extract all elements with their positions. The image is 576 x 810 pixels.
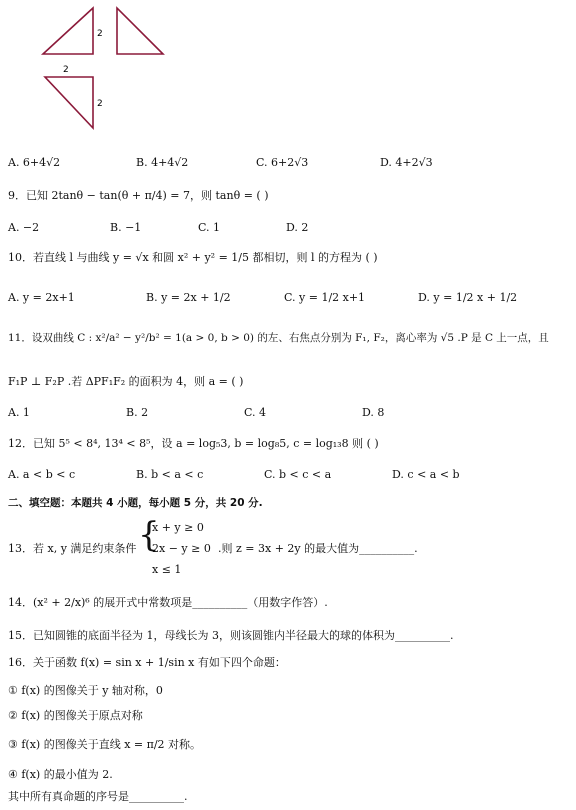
- q12-option-b[interactable]: B. b < a < c: [136, 468, 204, 481]
- q13-condition-3: x ≤ 1: [152, 563, 182, 576]
- q16-item-1: ① f(x) 的图像关于 y 轴对称，0: [8, 684, 163, 697]
- q11-option-d[interactable]: D. 8: [362, 406, 385, 419]
- three-view-figure-full: [35, 2, 175, 132]
- q13-prefix: 13．若 x, y 满足约束条件: [8, 542, 137, 555]
- q10-stem: 10．若直线 l 与曲线 y = √x 和圆 x² + y² = 1/5 都相切，则 l 的方程为 ( ): [8, 251, 378, 264]
- section-2-heading: 二、填空题：本题共 4 小题，每小题 5 分，共 20 分.: [8, 497, 263, 509]
- q11-option-c[interactable]: C. 4: [244, 406, 267, 419]
- q13-condition-2: 2x − y ≥ 0: [152, 542, 211, 555]
- q12-stem: 12．已知 5⁵ < 8⁴, 13⁴ < 8⁵，设 a = log₅3, b = log₈5, c = log₁₃8 则 ( ): [8, 437, 379, 450]
- q12-option-d[interactable]: D. c < a < b: [392, 468, 460, 481]
- q11-stem-line2: F₁P ⊥ F₂P .若 ΔPF₁F₂ 的面积为 4，则 a = ( ): [8, 375, 244, 388]
- q13-condition-1: x + y ≥ 0: [152, 521, 204, 534]
- q16-item-2: ② f(x) 的图像关于原点对称: [8, 709, 143, 722]
- q16-stem: 16．关于函数 f(x) = sin x + 1/sin x 有如下四个命题：: [8, 656, 286, 669]
- q8-option-a[interactable]: A. 6+4√2: [8, 156, 61, 169]
- q10-option-a[interactable]: A. y = 2x+1: [8, 291, 75, 304]
- q11-stem-line1: 11．设双曲线 C : x²/a² − y²/b² = 1(a > 0, b > 0) 的左、右焦点分别为 F₁, F₂，离心率为 √5 .P 是 C 上一点，且: [8, 332, 549, 344]
- q13-suffix: .则 z = 3x + 2y 的最大值为__________.: [218, 542, 418, 555]
- q14-stem: 14．(x² + 2/x)⁶ 的展开式中常数项是__________（用数字作答）.: [8, 596, 328, 609]
- q11-option-b[interactable]: B. 2: [126, 406, 149, 419]
- q10-option-b[interactable]: B. y = 2x + 1/2: [146, 291, 231, 304]
- q11-option-a[interactable]: A. 1: [8, 406, 30, 419]
- q12-option-c[interactable]: C. b < c < a: [264, 468, 332, 481]
- q9-option-c[interactable]: C. 1: [198, 221, 221, 234]
- q9-stem: 9．已知 2tanθ − tan(θ + π/4) = 7，则 tanθ = ( ): [8, 189, 269, 202]
- q16-item-3: ③ f(x) 的图像关于直线 x = π/2 对称。: [8, 738, 202, 751]
- q9-option-b[interactable]: B. −1: [110, 221, 142, 234]
- q16-ending: 其中所有真命题的序号是__________.: [8, 790, 188, 803]
- q9-option-d[interactable]: D. 2: [286, 221, 309, 234]
- q13-brace: {: [138, 515, 160, 555]
- q9-option-a[interactable]: A. −2: [8, 221, 40, 234]
- q15-stem: 15．已知圆锥的底面半径为 1，母线长为 3，则该圆锥内半径最大的球的体积为__________.: [8, 629, 454, 642]
- top-view: [45, 77, 93, 128]
- q8-option-b[interactable]: B. 4+4√2: [136, 156, 189, 169]
- fig-label-bottom: 2: [63, 65, 69, 75]
- fig-label-right-lower: 2: [97, 99, 103, 109]
- front-view: [43, 8, 93, 54]
- q10-option-c[interactable]: C. y = 1/2 x+1: [284, 291, 366, 304]
- side-view: [117, 8, 163, 54]
- q16-item-4: ④ f(x) 的最小值为 2.: [8, 768, 113, 781]
- q8-option-c[interactable]: C. 6+2√3: [256, 156, 309, 169]
- q8-option-d[interactable]: D. 4+2√3: [380, 156, 433, 169]
- q12-option-a[interactable]: A. a < b < c: [8, 468, 76, 481]
- fig-label-right-top: 2: [97, 29, 103, 39]
- q10-option-d[interactable]: D. y = 1/2 x + 1/2: [418, 291, 518, 304]
